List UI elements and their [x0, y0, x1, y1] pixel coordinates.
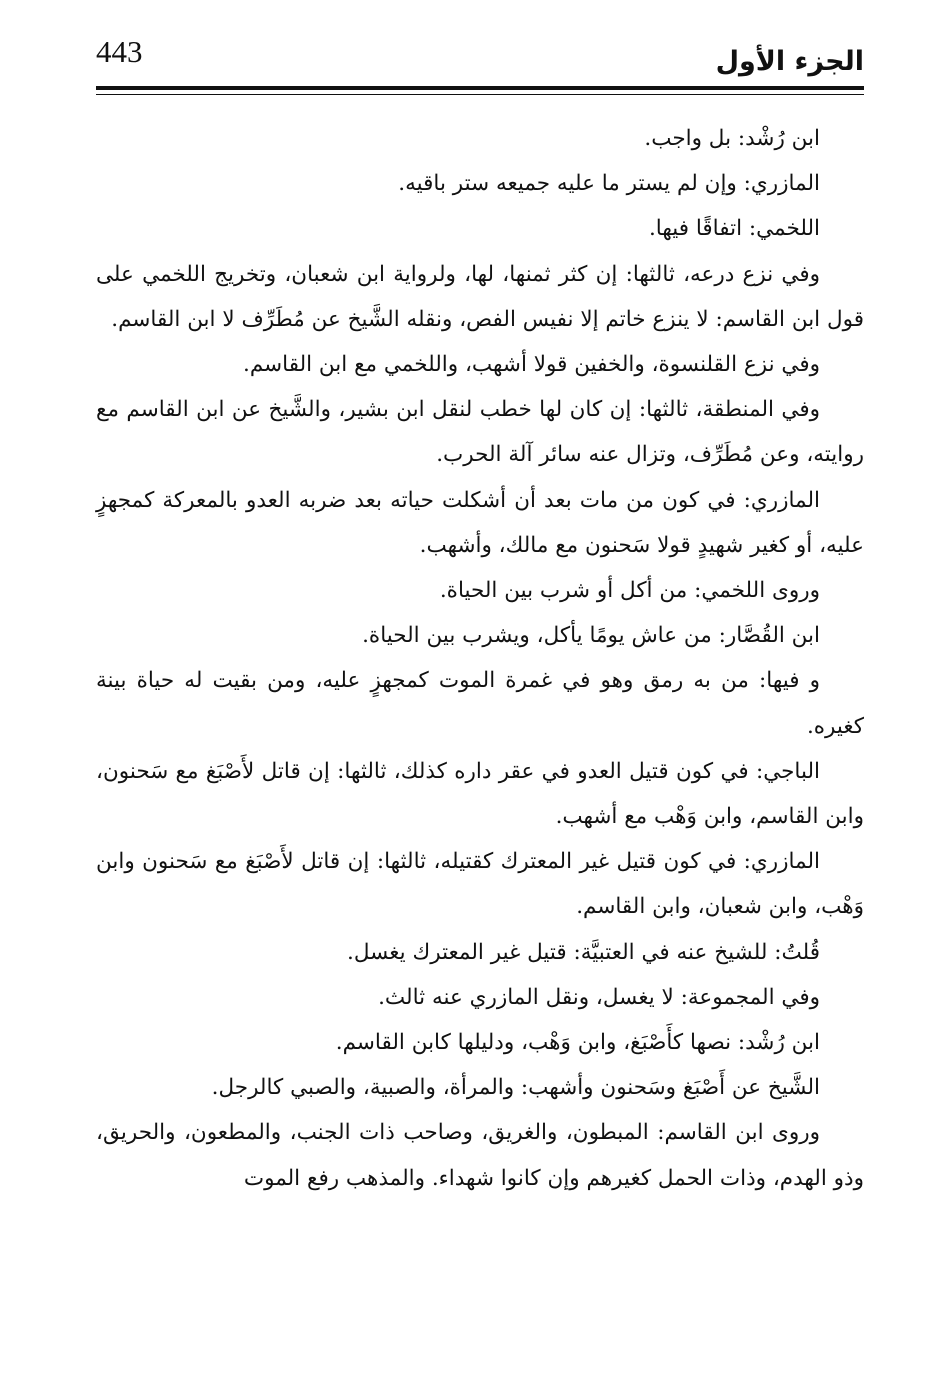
- paragraph: المازري: وإن لم يستر ما عليه جميعه ستر باقيه.: [398, 171, 820, 197]
- paragraph: قُلتُ: للشيخ عنه في العتبيَّة: قتيل غير المعترك يغسل.: [347, 939, 820, 965]
- body-text: [96, 116, 864, 1201]
- paragraph: المازري: في كون من مات بعد أن أشكلت حياته بعد ضربه العدو بالمعركة كمجهزٍ عليه، أو كغير شهيدٍ قولا سَحنون مع مالك، وأشهب.: [96, 487, 864, 558]
- paragraph: المازري: في كون قتيل غير المعترك كقتيله، ثالثها: إن قاتل لأَصْبَغ مع سَحنون وابن وَهْب، وابن شعبان، وابن القاسم.: [96, 849, 864, 920]
- paragraph: وفي المنطقة، ثالثها: إن كان لها خطب لنقل ابن بشير، والشَّيخ عن ابن القاسم مع روايته، وعن مُطَرِّف، وتزال عنه سائر آلة الحرب.: [96, 397, 864, 468]
- paragraph: اللخمي: اتفاقًا فيها.: [648, 216, 820, 242]
- paragraph: وروى اللخمي: من أكل أو شرب بين الحياة.: [439, 578, 820, 604]
- header-rule-thin: [96, 94, 864, 95]
- paragraph: الشَّيخ عن أَصْبَغ وسَحنون وأشهب: والمرأة، والصبية، والصبي كالرجل.: [211, 1075, 820, 1101]
- paragraph: الباجي: في كون قتيل العدو في عقر داره كذلك، ثالثها: إن قاتل لأَصْبَغ مع سَحنون، وابن القاسم، وابن وَهْب مع أشهب.: [96, 758, 864, 830]
- paragraph: ابن رُشْد: بل واجب.: [644, 126, 820, 151]
- page-number: 443: [96, 34, 143, 69]
- paragraph: وفي المجموعة: لا يغسل، ونقل المازري عنه ثالث.: [378, 984, 820, 1010]
- running-title: الجزء الأول: [715, 46, 864, 77]
- paragraph: ابن القُصَّار: من عاش يومًا يأكل، ويشرب بين الحياة.: [362, 623, 820, 649]
- paragraph: ابن رُشْد: نصها كأَصْبَغ، وابن وَهْب، ودليلها كابن القاسم.: [335, 1030, 820, 1056]
- paragraph: وفي نزع درعه، ثالثها: إن كثر ثمنها، لها، ولرواية ابن شعبان، وتخريج اللخمي على قول ابن القاسم: لا ينزع خاتم إلا نفيس الفص، ونقله الشَّيخ عن مُطَرِّف لا ابن القاسم.: [96, 261, 864, 332]
- paragraph: و فيها: من به رمق وهو في غمرة الموت كمجهزٍ عليه، ومن بقيت له حياة بينة كغيره.: [96, 668, 864, 739]
- paragraph: وفي نزع القلنسوة، والخفين قولا أشهب، واللخمي مع ابن القاسم.: [242, 352, 820, 378]
- paragraph: وروى ابن القاسم: المبطون، والغريق، وصاحب ذات الجنب، والمطعون، والحريق، وذو الهدم، وذات الحمل كغيرهم وإن كانوا شهداء. والمذهب رفع الموت: [96, 1120, 864, 1191]
- header-rule-thick: [96, 86, 864, 90]
